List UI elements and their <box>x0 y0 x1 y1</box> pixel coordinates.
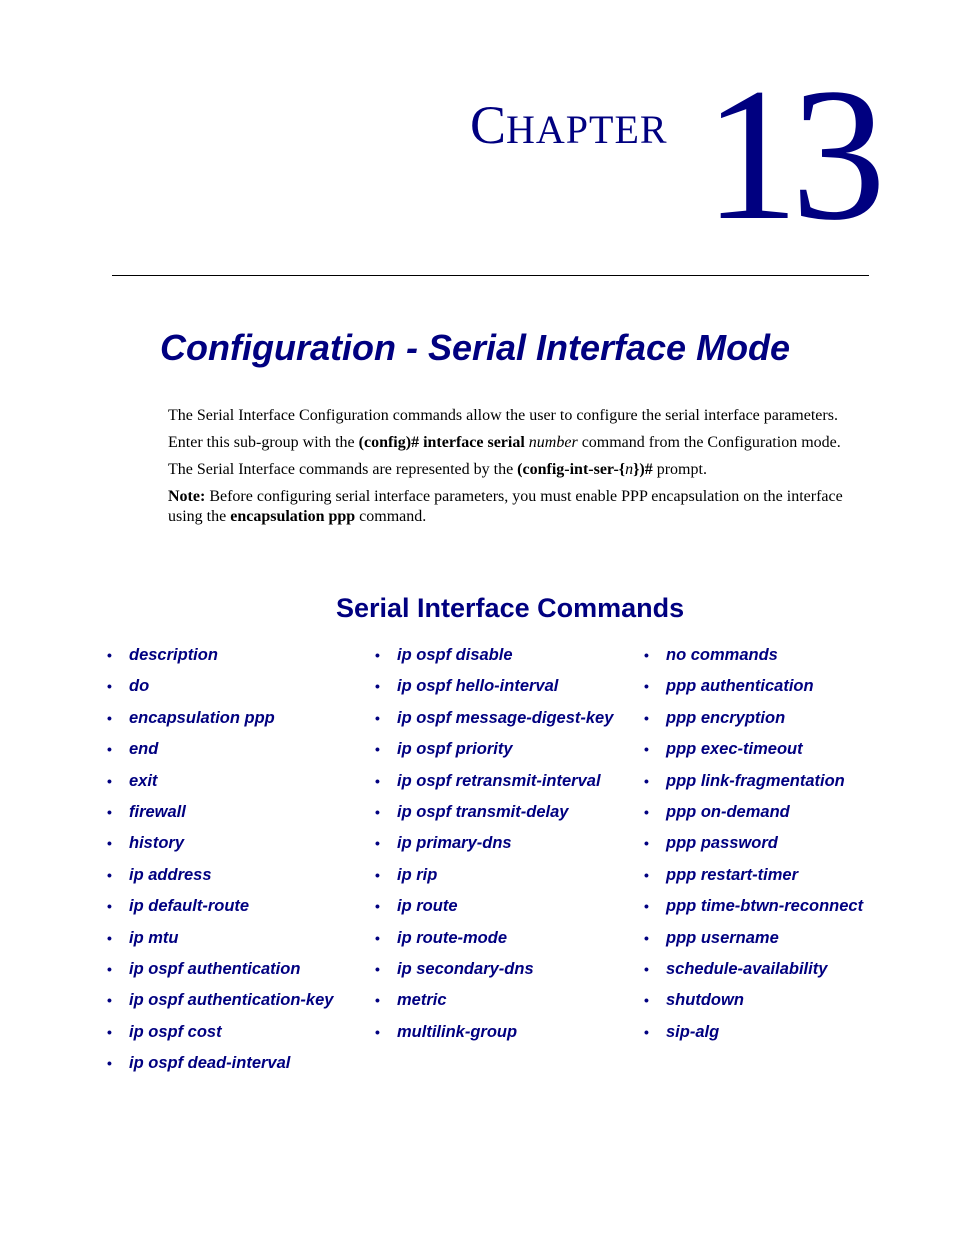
command-link[interactable] <box>107 802 333 833</box>
command-link[interactable] <box>644 739 863 770</box>
command-label[interactable]: shutdown <box>666 991 744 1010</box>
command-label[interactable]: ip ospf dead-interval <box>129 1054 291 1073</box>
note-paragraph <box>168 487 858 527</box>
bullet: • <box>107 1023 112 1040</box>
command-label[interactable]: ip ospf priority <box>397 740 513 759</box>
command-link[interactable] <box>107 1022 333 1053</box>
command-label[interactable]: history <box>129 834 185 853</box>
command-label[interactable]: ip ospf disable <box>397 646 513 664</box>
bullet: • <box>375 866 380 883</box>
bullet: • <box>644 678 649 695</box>
command-label[interactable]: ip ospf authentication-key <box>129 991 334 1010</box>
command-link[interactable] <box>107 1053 333 1084</box>
chapter-header <box>0 0 954 260</box>
bullet: • <box>107 678 112 695</box>
chapter-label-initial: C <box>470 95 507 155</box>
command-label[interactable]: ip route-mode <box>397 928 507 947</box>
bullet: • <box>375 992 380 1009</box>
intro-p2-text-end: command from the Configuration mode. <box>577 434 841 451</box>
command-label[interactable]: exit <box>129 771 158 790</box>
command-link[interactable] <box>107 771 333 802</box>
intro-p3-prompt-start: (config-int-ser-{ <box>517 461 626 478</box>
command-label[interactable]: ppp link-fragmentation <box>666 771 845 790</box>
command-label[interactable]: sip-alg <box>666 1022 720 1041</box>
bullet: • <box>107 741 112 758</box>
commands-column-2 <box>375 645 613 1053</box>
command-link[interactable] <box>375 833 613 864</box>
page-title: Configuration - Serial Interface Mode <box>160 327 791 368</box>
bullet: • <box>107 803 112 820</box>
bullet: • <box>375 647 380 663</box>
command-label[interactable]: ip rip <box>397 865 438 884</box>
command-label[interactable]: ppp restart-timer <box>666 865 799 884</box>
command-label[interactable]: ip ospf authentication <box>129 959 301 978</box>
bullet: • <box>107 772 112 789</box>
bullet: • <box>375 835 380 852</box>
bullet: • <box>107 898 112 915</box>
command-link[interactable] <box>107 990 333 1021</box>
bullet: • <box>644 647 649 663</box>
command-link[interactable] <box>375 676 613 707</box>
command-link[interactable] <box>644 896 863 927</box>
bullet: • <box>375 898 380 915</box>
commands-column-1 <box>107 645 333 1084</box>
command-label[interactable]: ip ospf cost <box>129 1022 222 1041</box>
command-label[interactable]: ip ospf message-digest-key <box>397 708 614 727</box>
note-label: Note: <box>168 488 206 505</box>
command-label[interactable]: ppp time-btwn-reconnect <box>666 897 864 916</box>
command-label[interactable]: multilink-group <box>397 1022 518 1041</box>
command-link[interactable] <box>375 928 613 959</box>
section-title: Serial Interface Commands <box>336 593 685 623</box>
bullet: • <box>107 647 112 663</box>
command-label[interactable]: ip secondary-dns <box>397 959 534 978</box>
command-link[interactable] <box>375 802 613 833</box>
chapter-label-rest: HAPTER <box>506 107 668 152</box>
command-link[interactable] <box>107 676 333 707</box>
command-link[interactable] <box>644 833 863 864</box>
command-link[interactable] <box>375 959 613 990</box>
note-text-end: command. <box>355 508 427 525</box>
intro-p3-text: The Serial Interface commands are represented by the <box>168 461 518 478</box>
command-label[interactable]: metric <box>397 991 447 1010</box>
bullet: • <box>107 835 112 852</box>
chapter-label <box>470 95 668 155</box>
command-label[interactable]: ppp password <box>666 834 778 853</box>
commands-column-3 <box>644 645 863 1053</box>
command-label[interactable]: ppp encryption <box>666 708 786 727</box>
command-link[interactable] <box>375 896 613 927</box>
bullet: • <box>107 960 112 977</box>
command-label[interactable]: ip ospf transmit-delay <box>397 802 569 821</box>
command-label[interactable]: firewall <box>129 802 186 821</box>
command-link[interactable] <box>107 896 333 927</box>
command-label[interactable]: schedule-availability <box>666 959 828 978</box>
command-link[interactable] <box>107 739 333 770</box>
bullet: • <box>375 678 380 695</box>
bullet: • <box>375 960 380 977</box>
bullet: • <box>107 992 112 1009</box>
bullet: • <box>644 772 649 789</box>
command-label[interactable]: ip route <box>397 897 458 916</box>
command-link[interactable] <box>644 865 863 896</box>
bullet: • <box>107 709 112 726</box>
command-label[interactable]: description <box>129 646 218 664</box>
intro-p2-text: Enter this sub-group with the <box>168 434 359 451</box>
command-link[interactable] <box>375 990 613 1021</box>
command-link[interactable] <box>375 708 613 739</box>
command-link[interactable] <box>107 959 333 990</box>
command-link[interactable] <box>644 708 863 739</box>
intro-p3-text-end: prompt. <box>652 461 707 478</box>
bullet: • <box>375 929 380 946</box>
bullet: • <box>375 1023 380 1040</box>
command-link[interactable] <box>375 739 613 770</box>
command-link[interactable] <box>107 865 333 896</box>
bullet: • <box>375 741 380 758</box>
bullet: • <box>644 741 649 758</box>
command-label[interactable]: ip address <box>129 865 212 884</box>
command-link[interactable] <box>107 928 333 959</box>
bullet: • <box>644 835 649 852</box>
intro-paragraph-3 <box>168 460 858 480</box>
command-label[interactable]: ppp on-demand <box>666 802 790 821</box>
bullet: • <box>107 1055 112 1072</box>
command-label[interactable]: encapsulation ppp <box>129 708 275 727</box>
command-link[interactable] <box>644 802 863 833</box>
command-link[interactable] <box>644 676 863 707</box>
bullet: • <box>644 929 649 946</box>
command-link[interactable] <box>375 1022 613 1053</box>
note-text: Before configuring serial interface parameters, you must enable PPP encapsulation on the interface using the <box>168 488 843 525</box>
bullet: • <box>644 992 649 1009</box>
command-link[interactable] <box>375 645 613 676</box>
bullet: • <box>644 709 649 726</box>
command-link[interactable] <box>107 833 333 864</box>
command-label[interactable]: ip primary-dns <box>397 834 512 853</box>
intro-section <box>168 406 858 534</box>
command-label[interactable]: ip default-route <box>129 897 250 916</box>
command-link[interactable] <box>644 990 863 1021</box>
command-label[interactable]: no commands <box>666 646 778 664</box>
bullet: • <box>644 866 649 883</box>
intro-paragraph-1: The Serial Interface Configuration commands allow the user to configure the serial interface parameters. <box>168 407 838 424</box>
header-rule <box>112 275 869 276</box>
command-link[interactable] <box>107 708 333 739</box>
command-label[interactable]: ip ospf hello-interval <box>397 677 559 696</box>
command-link[interactable] <box>375 865 613 896</box>
command-label[interactable]: ppp authentication <box>666 677 814 696</box>
command-label[interactable]: do <box>129 677 150 696</box>
intro-paragraph-2 <box>168 433 858 453</box>
command-label[interactable]: end <box>129 740 159 759</box>
command-link[interactable] <box>644 928 863 959</box>
bullet: • <box>644 803 649 820</box>
intro-p3-prompt-end: })# <box>633 461 653 478</box>
bullet: • <box>644 960 649 977</box>
bullet: • <box>107 929 112 946</box>
command-link[interactable] <box>644 771 863 802</box>
command-label[interactable]: ip ospf retransmit-interval <box>397 771 601 790</box>
bullet: • <box>644 898 649 915</box>
command-link[interactable] <box>107 645 333 676</box>
command-label[interactable]: ppp exec-timeout <box>666 740 803 759</box>
intro-p2-argument: number <box>528 434 578 451</box>
intro-p3-prompt-var: n <box>625 461 634 478</box>
command-link[interactable] <box>375 771 613 802</box>
command-label[interactable]: ppp username <box>666 928 779 947</box>
bullet: • <box>644 1023 649 1040</box>
command-link[interactable] <box>644 645 863 676</box>
bullet: • <box>107 866 112 883</box>
command-label[interactable]: ip mtu <box>129 928 179 947</box>
command-link[interactable] <box>644 1022 863 1053</box>
bullet: • <box>375 772 380 789</box>
note-command: encapsulation ppp <box>230 508 356 525</box>
bullet: • <box>375 803 380 820</box>
chapter-number: 13 <box>704 50 878 260</box>
bullet: • <box>375 709 380 726</box>
intro-p2-command: (config)# interface serial <box>358 434 525 451</box>
command-link[interactable] <box>644 959 863 990</box>
